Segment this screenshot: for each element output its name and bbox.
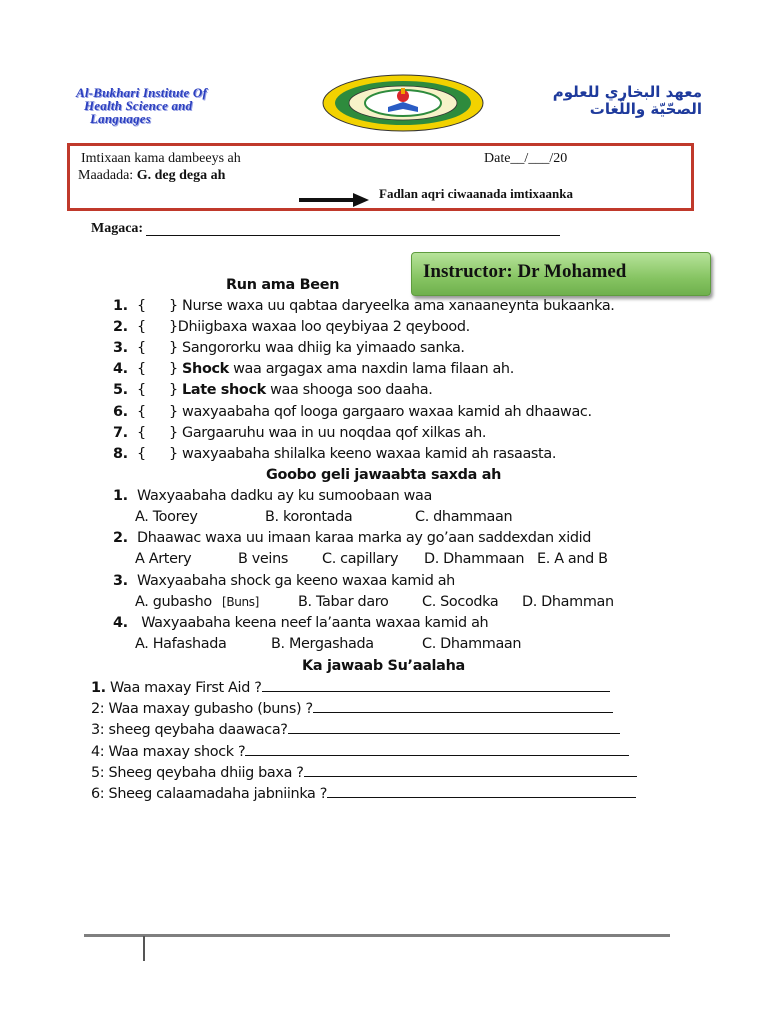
answer-brace: { xyxy=(137,382,146,399)
institute-logo xyxy=(318,74,488,132)
arrow-right-icon xyxy=(297,192,371,208)
true-false-item xyxy=(113,404,592,420)
answer-brace: { xyxy=(137,361,146,378)
answer-brace: { xyxy=(137,340,146,357)
answer-blank-line xyxy=(304,764,637,777)
true-false-item xyxy=(113,340,465,356)
question-text: Waa maxay shock ? xyxy=(108,743,246,760)
question-text: Waa maxay gubasho (buns) ? xyxy=(108,701,313,718)
short-answer-question xyxy=(91,743,629,760)
exam-date: Date__/___/20 xyxy=(484,151,568,166)
question-text: Sheeg calaamadaha jabniinka ? xyxy=(108,786,328,802)
answer-option: D. Dhammaan xyxy=(424,551,525,568)
question-number: 4. xyxy=(113,614,128,631)
section-short-answer-title: Ka jawaab Su’aalaha xyxy=(302,658,465,674)
institute-arabic-line-1: معهد البخاري للعلوم xyxy=(552,83,702,101)
question-number: 6: xyxy=(91,786,105,802)
question-number: 1. xyxy=(113,488,128,504)
multiple-choice-question xyxy=(113,615,488,631)
answer-option: C. Dhammaan xyxy=(422,635,522,652)
answer-option: A Artery xyxy=(135,551,192,568)
logo-emblem-icon xyxy=(318,74,488,132)
item-number: 2. xyxy=(113,319,128,336)
answer-option: [Buns] xyxy=(222,595,259,610)
exam-instruction: Fadlan aqri ciwaanada imtixaanka xyxy=(379,186,573,201)
answer-option: E. A and B xyxy=(537,551,608,568)
institute-name-line-1: Al-Bukhari Institute Of xyxy=(76,85,208,100)
name-blank-line xyxy=(146,235,560,236)
item-text: } Gargaaruhu waa in uu noqdaa qof xilkas ah. xyxy=(169,424,487,441)
question-number: 2. xyxy=(113,530,128,547)
subject-value: G. deg dega ah xyxy=(136,168,226,183)
question-text: Dhaawac waxa uu imaan karaa marka ay go’aan saddexdan xidid xyxy=(137,530,592,547)
answer-brace: { xyxy=(137,445,146,462)
answer-option: B veins xyxy=(238,551,288,568)
item-number: 7. xyxy=(113,424,128,441)
answer-blank-line xyxy=(327,785,636,798)
short-answer-question xyxy=(91,679,610,696)
item-number: 1. xyxy=(113,298,128,314)
true-false-item xyxy=(113,425,486,441)
subject-label: Maadada: xyxy=(78,168,134,183)
answer-option: C. dhammaan xyxy=(415,509,513,525)
question-number: 1. xyxy=(91,680,106,696)
item-number: 3. xyxy=(113,340,128,357)
instructor-banner xyxy=(411,252,711,296)
item-text: }Dhiigbaxa waxaa loo qeybiyaa 2 qeybood. xyxy=(169,319,470,336)
institute-arabic-line-2: الصحّيّة واللّغات xyxy=(589,100,702,118)
multiple-choice-question xyxy=(113,573,455,589)
item-keyword: Shock xyxy=(182,361,229,378)
true-false-item xyxy=(113,361,514,377)
true-false-item xyxy=(113,319,470,335)
answer-blank-line xyxy=(288,721,620,734)
institute-name-english xyxy=(76,86,207,125)
item-number: 5. xyxy=(113,382,128,399)
item-text-rest: waa shooga soo daaha. xyxy=(265,382,433,399)
subject-row xyxy=(78,168,225,184)
question-text: Waxyaabaha dadku ay ku sumoobaan waa xyxy=(137,488,432,504)
short-answer-question xyxy=(91,700,613,717)
answer-option: B. korontada xyxy=(265,509,353,525)
answer-option: A. gubasho xyxy=(135,593,212,610)
footer-tick xyxy=(143,936,145,961)
answer-brace: { xyxy=(137,424,146,441)
multiple-choice-question xyxy=(113,488,432,504)
answer-option: B. Tabar daro xyxy=(298,593,389,610)
question-number: 4: xyxy=(91,743,105,760)
answer-blank-line xyxy=(245,743,629,756)
true-false-item xyxy=(113,446,556,462)
answer-option: D. Dhamman xyxy=(522,593,614,610)
section-multiple-choice-title: Goobo geli jawaabta saxda ah xyxy=(266,467,502,483)
item-number: 8. xyxy=(113,445,128,462)
question-number: 3: xyxy=(91,722,105,739)
answer-brace: { xyxy=(137,298,146,314)
true-false-item xyxy=(113,298,615,314)
name-label: Magaca: xyxy=(91,221,144,236)
answer-option: C. capillary xyxy=(322,551,399,568)
item-number: 6. xyxy=(113,403,128,420)
item-text: } Nurse waxa uu qabtaa daryeelka ama xanaaneynta bukaanka. xyxy=(169,298,615,314)
item-text: } waxyaabaha qof looga gargaaro waxaa kamid ah dhaawac. xyxy=(169,403,592,420)
item-keyword: Late shock xyxy=(182,382,266,399)
answer-brace: { xyxy=(137,403,146,420)
answer-option: B. Mergashada xyxy=(271,635,374,652)
exam-title: Imtixaan kama dambeeys ah xyxy=(81,151,241,166)
answer-blank-line xyxy=(262,679,610,692)
short-answer-question xyxy=(91,721,620,738)
question-number: 3. xyxy=(113,572,128,589)
answer-brace: { xyxy=(137,319,146,336)
item-text: } xyxy=(169,382,183,399)
question-text: sheeg qeybaha daawaca? xyxy=(108,722,288,739)
item-text-rest: waa argagax ama naxdin lama filaan ah. xyxy=(228,361,514,378)
item-number: 4. xyxy=(113,361,128,378)
short-answer-question xyxy=(91,764,637,781)
true-false-item xyxy=(113,382,432,398)
instructor-name: Instructor: Dr Mohamed xyxy=(423,261,627,282)
answer-option: A. Hafashada xyxy=(135,635,227,652)
institute-name-arabic xyxy=(512,84,702,118)
question-text: Waxyaabaha keena neef la’aanta waxaa kamid ah xyxy=(137,614,489,631)
question-number: 5: xyxy=(91,764,105,781)
answer-option: C. Socodka xyxy=(422,593,499,610)
section-true-false-title: Run ama Been xyxy=(226,277,340,293)
multiple-choice-question xyxy=(113,530,591,546)
item-text: } xyxy=(169,361,183,378)
question-text: Waxyaabaha shock ga keeno waxaa kamid ah xyxy=(137,572,455,589)
short-answer-question xyxy=(91,785,636,802)
item-text: } waxyaabaha shilalka keeno waxaa kamid ah rasaasta. xyxy=(169,445,557,462)
question-text: Waa maxay First Aid ? xyxy=(110,680,262,696)
question-text: Sheeg qeybaha dhiig baxa ? xyxy=(108,764,304,781)
item-text: } Sangororku waa dhiig ka yimaado sanka. xyxy=(169,340,465,357)
footer-rule xyxy=(84,934,670,937)
institute-name-line-2: Health Science and xyxy=(84,98,193,113)
answer-blank-line xyxy=(313,700,613,713)
answer-option: A. Toorey xyxy=(135,509,198,525)
question-number: 2: xyxy=(91,701,105,718)
institute-name-line-3: Languages xyxy=(90,111,152,126)
